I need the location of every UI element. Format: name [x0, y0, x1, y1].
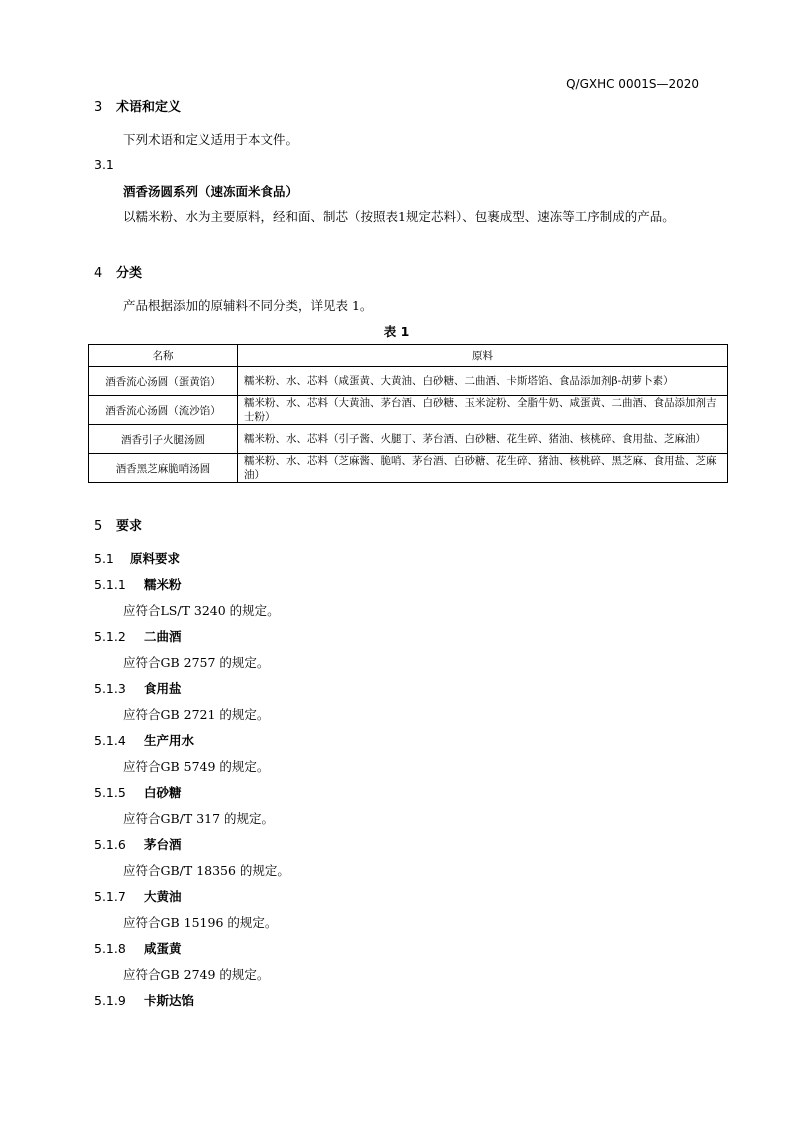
clause-number: 5.1.8	[94, 941, 126, 956]
clause-title: 咸蛋黄	[144, 941, 182, 956]
clause-text: 应符合GB 5749 的规定。	[123, 759, 270, 774]
ingredients-cell: 糯米粉、水、芯料（咸蛋黄、大黄油、白砂糖、二曲酒、卡斯塔馅、食品添加剂β-胡萝卜素）	[238, 367, 728, 396]
section-5-1-heading	[94, 549, 180, 567]
clause-5-1-2-heading	[94, 627, 182, 645]
clause-5-1-1-heading	[94, 575, 182, 593]
term-title: 酒香汤圆系列（速冻面米食品）	[123, 184, 299, 199]
table-header-row	[89, 345, 728, 367]
ingredients-cell: 糯米粉、水、芯料（引子酱、火腿丁、茅台酒、白砂糖、花生碎、猪油、核桃碎、食用盐、芝麻油）	[238, 425, 728, 454]
clause-title: 茅台酒	[144, 837, 182, 852]
clause-number: 5.1.3	[94, 681, 126, 696]
section-3-intro: 下列术语和定义适用于本文件。	[123, 132, 299, 147]
clause-5-1-9-heading	[94, 991, 194, 1009]
ingredients-cell: 糯米粉、水、芯料（大黄油、茅台酒、白砂糖、玉米淀粉、全脂牛奶、咸蛋黄、二曲酒、食品添加剂吉士粉）	[238, 396, 728, 425]
clause-title: 食用盐	[144, 681, 182, 696]
table-row	[89, 367, 728, 396]
section-number: 3	[94, 100, 103, 115]
product-name-cell: 酒香引子火腿汤圆	[89, 425, 238, 454]
product-name-cell: 酒香黑芝麻脆哨汤圆	[89, 454, 238, 483]
clause-number: 5.1.5	[94, 785, 126, 800]
clause-title: 白砂糖	[144, 785, 182, 800]
section-3-heading	[94, 96, 181, 115]
section-number: 4	[94, 266, 103, 281]
section-4-heading	[94, 262, 142, 281]
clause-title: 生产用水	[144, 733, 195, 748]
clause-5-1-6-heading	[94, 835, 182, 853]
section-title: 原料要求	[130, 551, 181, 566]
clause-number: 5.1.7	[94, 889, 126, 904]
product-name-cell: 酒香流心汤圆（流沙馅）	[89, 396, 238, 425]
clause-title: 大黄油	[144, 889, 182, 904]
clause-5-1-5-heading	[94, 783, 182, 801]
clause-text: 应符合GB 2757 的规定。	[123, 655, 270, 670]
section-title: 要求	[116, 519, 143, 534]
term-definition: 以糯米粉、水为主要原料，经和面、制芯（按照表1规定芯料）、包裹成型、速冻等工序制成的产品。	[123, 209, 675, 224]
table-row	[89, 396, 728, 425]
clause-5-1-4-heading	[94, 731, 194, 749]
table-row	[89, 454, 728, 483]
ingredients-cell: 糯米粉、水、芯料（芝麻酱、脆哨、茅台酒、白砂糖、花生碎、猪油、核桃碎、黑芝麻、食用盐、芝麻油）	[238, 454, 728, 483]
column-header-ingredients: 原料	[238, 345, 728, 367]
clause-number: 5.1.9	[94, 993, 126, 1008]
clause-title: 二曲酒	[144, 629, 182, 644]
clause-number: 5.1.6	[94, 837, 126, 852]
clause-5-1-7-heading	[94, 887, 182, 905]
clause-5-1-3-heading	[94, 679, 182, 697]
section-3-1-number: 3.1	[94, 157, 114, 172]
clause-number: 5.1.4	[94, 733, 126, 748]
clause-number: 5.1.2	[94, 629, 126, 644]
table-row	[89, 425, 728, 454]
product-name-cell: 酒香流心汤圆（蛋黄馅）	[89, 367, 238, 396]
clause-text: 应符合GB 2721 的规定。	[123, 707, 270, 722]
clause-text: 应符合GB/T 18356 的规定。	[123, 863, 290, 878]
section-number: 5	[94, 519, 103, 534]
section-title: 分类	[116, 266, 143, 281]
clause-5-1-8-heading	[94, 939, 182, 957]
clause-text: 应符合GB/T 317 的规定。	[123, 811, 275, 826]
section-title: 术语和定义	[116, 100, 182, 115]
clause-text: 应符合GB 15196 的规定。	[123, 915, 278, 930]
clause-title: 卡斯达馅	[144, 993, 195, 1008]
document-code: Q/GXHC 0001S—2020	[566, 77, 699, 91]
table-title: 表 1	[383, 324, 410, 339]
clause-text: 应符合LS/T 3240 的规定。	[123, 603, 280, 618]
section-4-intro: 产品根据添加的原辅料不同分类，详见表 1。	[123, 298, 373, 313]
column-header-name: 名称	[89, 345, 238, 367]
classification-table	[88, 344, 728, 483]
section-5-heading	[94, 515, 142, 534]
clause-title: 糯米粉	[144, 577, 182, 592]
clause-number: 5.1.1	[94, 577, 126, 592]
clause-text: 应符合GB 2749 的规定。	[123, 967, 270, 982]
section-number: 5.1	[94, 551, 114, 566]
